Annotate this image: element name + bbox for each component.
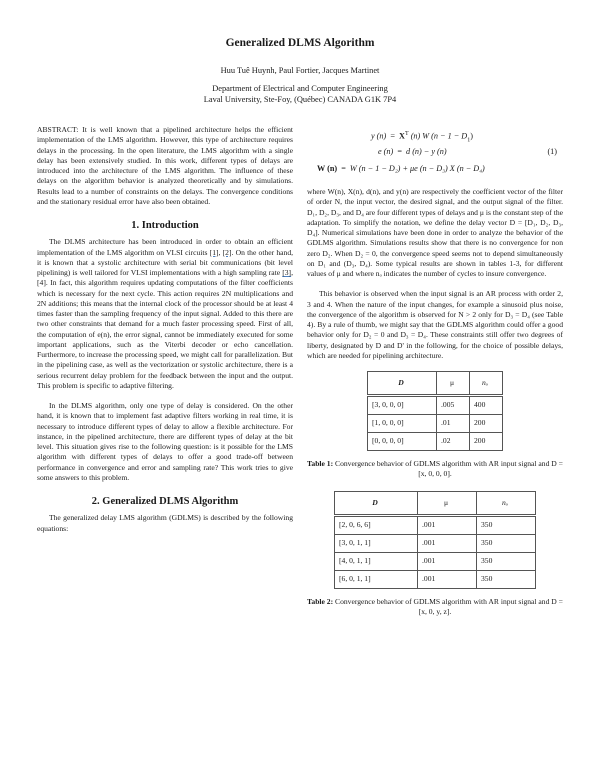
table-header-d: D <box>368 372 437 396</box>
right-column <box>307 125 563 617</box>
caption-text: Convergence behavior of GDLMS algorithm with AR input signal and D = [x, 0, 0, 0]. <box>333 459 563 478</box>
eq1-rest: (n) W (n − 1 − D <box>408 131 468 141</box>
cell-no: 200 <box>470 433 503 451</box>
eq2-rhs: d (n) − y (n) <box>406 147 447 156</box>
cell-mu: .001 <box>418 516 477 535</box>
cell-no: 350 <box>477 516 536 535</box>
right-paragraph-2: This behavior is observed when the input signal is an AR process with order 2, 3 and 4. When the nature of the input changes, for example a sinusoid plus noise, the convergence of the algorithm is observed for N > 2 only for D₃ = D₄ (see Table 4). By a rule of thumb, we might say that the GDLMS algorithm could offer a good behavior only for D₂ = 0 and D₃ = D₄. These constraints still offer two degrees of liberty, designated by D and D' in the following, for the choice of possible delays, which are needed for pipelining architecture. <box>307 289 563 360</box>
table-1 <box>367 371 503 451</box>
table-2 <box>334 491 536 589</box>
cell-mu: .02 <box>437 433 470 451</box>
citation-link-1[interactable]: [1] <box>209 247 219 257</box>
eq2-lhs: e (n) <box>378 147 394 156</box>
cell-no: 350 <box>477 571 536 589</box>
intro-text: , [4]. In fact, this algorithm requires updating computations of the filter coefficients which is necessary for the next cycle. This action requires 2N multiplications and 2N additions; this means that the internal clock of the processor should be at least 4 times faster than the sampling frequency of the input signal. Added to this there are two other constraints that demand for a much faster processing speed. First of all, the computation of e(n), the error signal, cannot be immediately executed for some important applications, such as the Viterbi decoder or echo cancellation. Furthermore, to increase the processing speed, we might call for parallelization. But in the pipelining case, as well as the vectorization or systolic architecture, there is a serious recurrent delay problem for the feedback between the input and the output. This problem is specific to adaptive filtering. <box>37 268 293 390</box>
cell-mu: .01 <box>437 415 470 433</box>
table-2-caption <box>307 597 563 617</box>
abstract-label: ABSTRACT: <box>37 125 79 134</box>
affiliation-department: Department of Electrical and Computer Engineering <box>212 84 388 93</box>
affiliation-address: Laval University, Ste-Foy, (Québec) CANADA G1K 7P4 <box>203 94 397 104</box>
table-row <box>335 516 536 535</box>
table-1-wrapper <box>307 371 563 451</box>
table-header-row <box>368 372 503 396</box>
equation-line-2: e (n) = d (n) − y (n) <box>378 147 447 156</box>
cell-d: [3, 0, 1, 1] <box>335 535 418 553</box>
caption-text: Convergence behavior of GDLMS algorithm with AR input signal and D = [x, 0, y, z]. <box>333 597 563 616</box>
cell-d: [3, 0, 0, 0] <box>368 396 437 415</box>
table-header-d: D <box>335 492 418 516</box>
intro-paragraph-2: In the DLMS algorithm, only one type of delay is considered. On the other hand, it is known that to implement fast adaptive filters working in real time, it is necessary to introduce different types of delay to allow a flexible architecture. For instance, in the pipelined architecture, there are different types of delay at the bit level. This situation gives rise to the following question: is it possible for the LMS algorithm with different types of delays to offer a good trade-off between performance in convergence and error and sampling rate? This work tries to give some answers to this problem. <box>37 401 293 482</box>
cell-d: [4, 0, 1, 1] <box>335 553 418 571</box>
table-row <box>368 433 503 451</box>
intro-text: , <box>218 247 223 257</box>
right-paragraph-1: where W(n), X(n), d(n), and y(n) are respectively the coefficient vector of the filter of order N, the input vector, the desired signal, and the output signal of the filter. D₁, D₂, D₃, and D₄ are four different types of delays and μ is the constant step of the adaptation. To simplify the notation, we define the delay vector D = [D₁, D₂, D₃, D₄]. Numerical simulations have been done in order to analyze the behavior of the GDLMS algorithm. Simulations results show that there is no convergence for non zero D₂. When D₂ = 0, the convergence speed seems not to depend simultaneously on D₁ and (D₃, D₄). Some typical results are shown in tables 1-3, for different values of μ and where nₒ indicates the number of cycles to insure convergence. <box>307 187 563 278</box>
cell-d: [2, 0, 6, 6] <box>335 516 418 535</box>
cell-no: 200 <box>470 415 503 433</box>
equation-number: (1) <box>547 147 557 156</box>
affiliation <box>0 84 600 105</box>
table-header-no: nₒ <box>477 492 536 516</box>
table-row <box>335 535 536 553</box>
cell-mu: .001 <box>418 535 477 553</box>
abstract <box>37 125 293 207</box>
section-heading-gdlms: 2. Generalized DLMS Algorithm <box>91 496 239 507</box>
table-row <box>368 396 503 415</box>
gdlms-paragraph-1: The generalized delay LMS algorithm (GDLMS) is described by the following equations: <box>37 513 293 533</box>
cell-d: [6, 0, 1, 1] <box>335 571 418 589</box>
table-row <box>368 415 503 433</box>
citation-link-3[interactable]: [3] <box>282 268 292 277</box>
table-row <box>335 553 536 571</box>
eq3-rhs: W (n − 1 − D₂) + μe (n − D₃) X (n − D₄) <box>349 164 485 173</box>
eq1-sub: 1 <box>467 137 471 144</box>
cell-mu: .001 <box>418 553 477 571</box>
intro-text: The DLMS architecture has been introduced in order to obtain an efficient implementation of the LMS algorithm on VLSI circuits <box>37 237 293 257</box>
table-header-mu: μ <box>437 372 470 396</box>
eq1-rhs: X <box>399 131 405 141</box>
cell-mu: .001 <box>418 571 477 589</box>
eq1-sup: T <box>404 131 409 137</box>
cell-no: 400 <box>470 396 503 415</box>
table-header-row <box>335 492 536 516</box>
cell-mu: .005 <box>437 396 470 415</box>
left-column <box>37 125 293 534</box>
equation-line-3: W (n) = W (n − 1 − D₂) + μe (n − D₃) X (n − D₄) <box>317 164 485 173</box>
cell-no: 350 <box>477 535 536 553</box>
caption-label: Table 2: <box>307 597 334 606</box>
table-2-wrapper <box>307 491 563 589</box>
paper-title: Generalized DLMS Algorithm <box>225 37 375 49</box>
intro-paragraph-1 <box>37 237 293 391</box>
equation-block <box>307 125 563 181</box>
table-1-caption <box>307 459 563 479</box>
citation-link-2[interactable]: [2] <box>222 247 232 257</box>
eq3-lhs: W (n) <box>317 164 338 173</box>
table-header-no: nₒ <box>470 372 503 396</box>
table-row <box>335 571 536 589</box>
section-heading-introduction: 1. Introduction <box>131 220 199 231</box>
caption-label: Table 1: <box>307 459 334 468</box>
intro-text: . On the other hand, it is known that a systolic architecture with serial bit communications (bit level pipelining) is well tailored for VLSI implementations with a high sampling rate <box>37 247 294 277</box>
cell-d: [0, 0, 0, 0] <box>368 433 437 451</box>
cell-no: 350 <box>477 553 536 571</box>
abstract-text: It is well known that a pipelined architecture helps the efficient implementation of the LMS algorithm. However, this type of architecture requires delays in the processing. In the open literature, the LMS algorithm with a single delay has been extensively studied. In this work, different types of delays are introduced into the architecture of the LMS algorithm. The influence of these delays on the algorithm behavior is analyzed theoretically and by simulations. Results lead to a number of constraints on the delays. The convergence conditions and the stationary residual error have also been obtained. <box>37 125 293 206</box>
equation-line-1: y $(n) = X^T$ (n) W $(n - 1 - D_1)$ <box>371 131 473 144</box>
cell-d: [1, 0, 0, 0] <box>368 415 437 433</box>
authors: Huu Tuê Huynh, Paul Fortier, Jacques Martinet <box>220 66 380 75</box>
table-header-mu: μ <box>418 492 477 516</box>
eq1-lhs: y (n) <box>371 131 387 141</box>
